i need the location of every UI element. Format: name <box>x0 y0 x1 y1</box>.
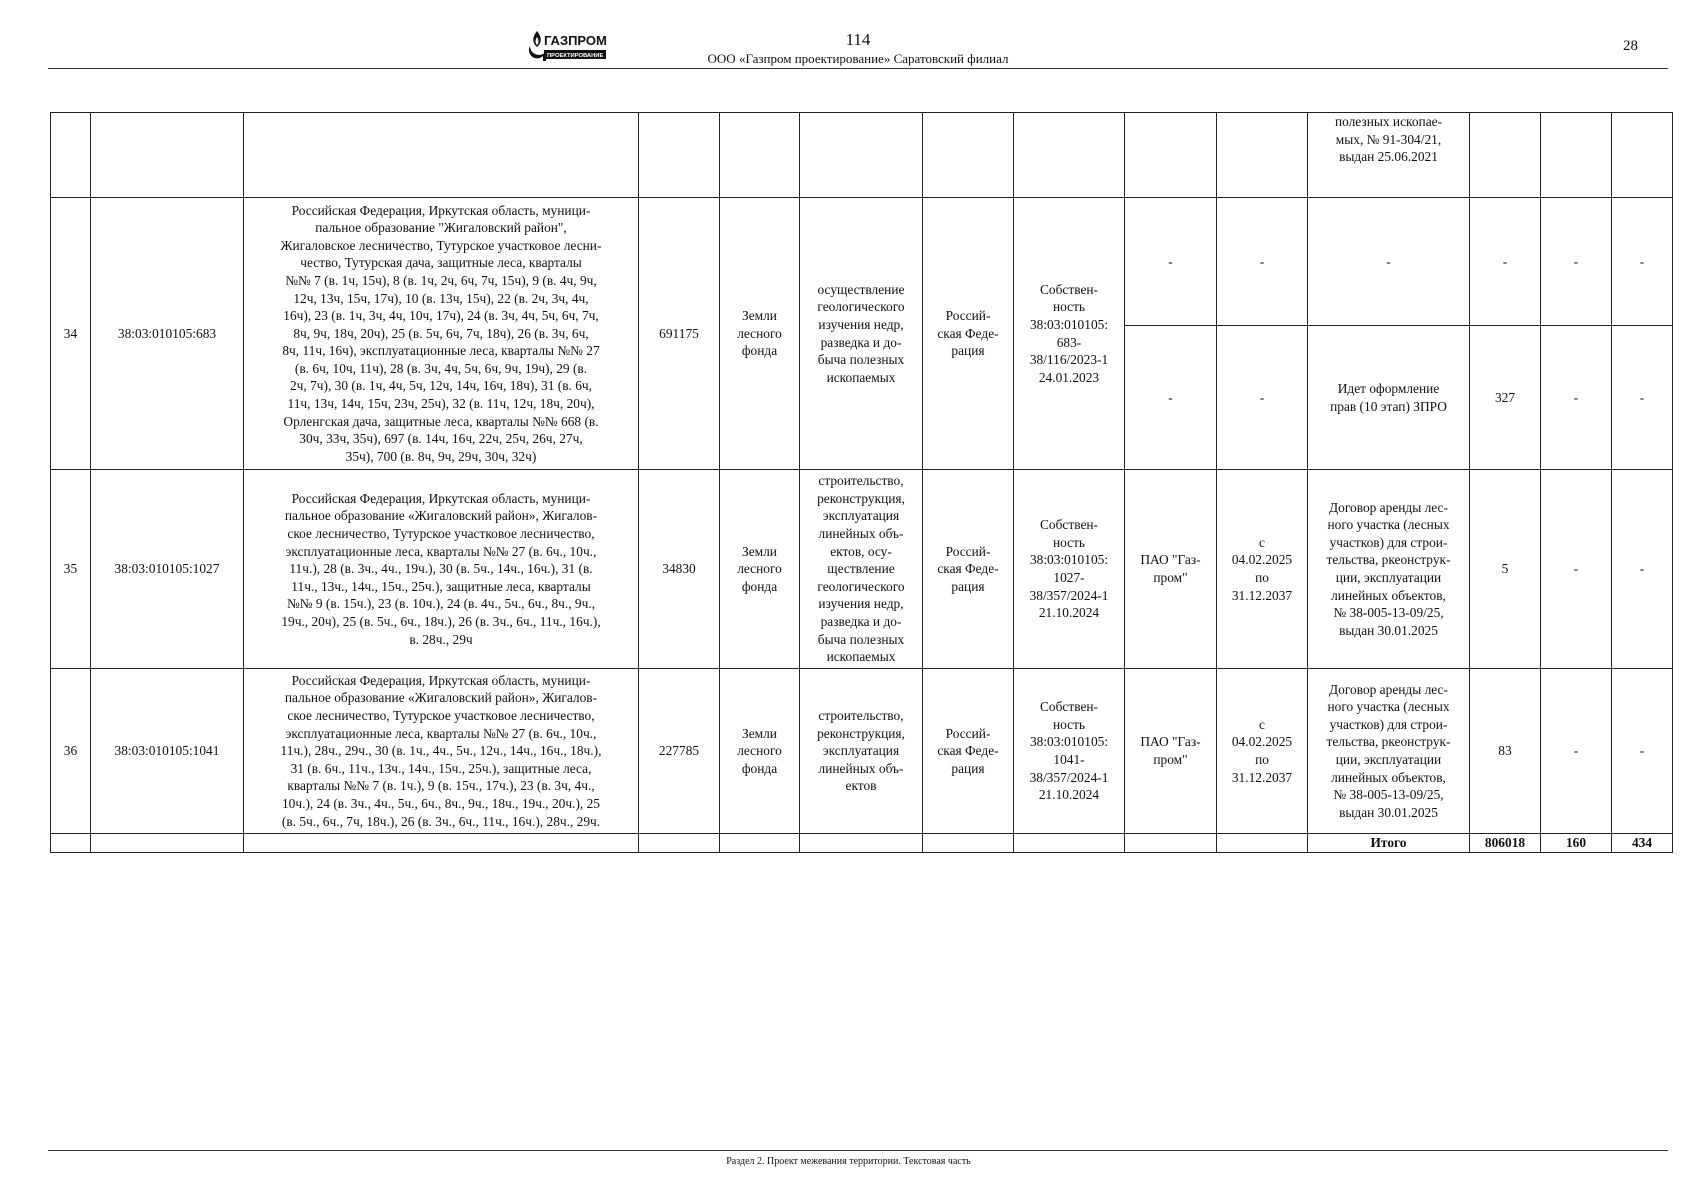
row-number: 34 <box>51 198 91 470</box>
period-cell: с 04.02.2025 по 31.12.2037 <box>1217 669 1308 834</box>
total-value: 434 <box>1612 834 1673 853</box>
area-cell: 34830 <box>639 470 720 669</box>
area-cell: 227785 <box>639 669 720 834</box>
cadastral-number: 38:03:010105:1041 <box>91 669 244 834</box>
table-row <box>51 470 1673 669</box>
right-cell: Собствен- ность 38:03:010105: 1041- 38/357/2024-1 21.10.2024 <box>1014 669 1125 834</box>
table-row <box>51 113 1673 198</box>
address-cell: Российская Федерация, Иркутская область, муници- пальное образование "Жигаловский район", Жигаловское лесничество, Тутурское участковое лесни- чество, Тутурская дача, защитные леса, кварталы №№ 7 (в. 1ч, 15ч), 8 (в. 1ч, 2ч, 6ч, 7ч, 15ч), 9 (в. 4ч, 9ч, 12ч, 13ч, 15ч, 17ч), 10 (в. 13ч, 15ч), 22 (в. 2ч, 3ч, 4ч, 16ч), 23 (в. 1ч, 3ч, 4ч, 10ч, 17ч), 24 (в. 3ч, 4ч, 5ч, 6ч, 7ч, 8ч, 9ч, 18ч, 20ч), 25 (в. 5ч, 6ч, 7ч, 18ч), 26 (в. 3ч, 6ч, 8ч, 11ч, 16ч), эксплуатационные леса, кварталы №№ 27 (в. 6ч, 10ч, 11ч), 28 (в. 3ч, 4ч, 5ч, 6ч, 9ч, 19ч), 29 (в. 2ч, 7ч), 30 (в. 1ч, 4ч, 5ч, 12ч, 14ч, 16ч, 18ч), 31 (в. 6ч, 11ч, 13ч, 14ч, 15ч, 23ч, 25ч), 32 (в. 11ч, 12ч, 18ч, 20ч), Орленгская дача, защитные леса, кварталы №№ 668 (в. 30ч, 33ч, 35ч), 697 (в. 14ч, 16ч, 22ч, 25ч, 26ч, 27ч, 35ч), 700 (в. 8ч, 9ч, 29ч, 30ч, 32ч) <box>244 198 639 470</box>
cadastral-number: 38:03:010105:1027 <box>91 470 244 669</box>
table-row <box>51 669 1673 834</box>
row-number: 35 <box>51 470 91 669</box>
address-cell: Российская Федерация, Иркутская область, муници- пальное образование «Жигаловский район», Жигалов- ское лесничество, Тутурское участковое лесничество, эксплуатационные леса, кварталы №№ 27 (в. 6ч., 10ч., 11ч.), 28ч., 29ч., 30 (в. 1ч., 4ч., 5ч., 12ч., 14ч., 16ч., 18ч.), 31 (в. 6ч., 11ч., 13ч., 14ч., 15ч., 25ч.), защитные леса, кварталы №№ 7 (в. 1ч.), 9 (в. 15ч., 17ч.), 23 (в. 3ч, 4ч., 10ч.), 24 (в. 3ч., 4ч., 5ч., 6ч., 8ч., 9ч., 18ч., 19ч., 20ч.), 25 (в. 5ч., 6ч., 7ч, 18ч.), 26 (в. 3ч., 6ч., 11ч., 16ч.), 28ч., 29ч. <box>244 669 639 834</box>
page-number-right: 28 <box>1623 38 1638 54</box>
permit-cell: Договор аренды лес- ного участка (лесных участков) для строи- тельства, ркеонструк- ции, эксплуатации линейных объектов, № 38-005-13-09/25, выдан 30.01.2025 <box>1308 470 1470 669</box>
value-cell: - <box>1541 669 1612 834</box>
value-cell: 83 <box>1470 669 1541 834</box>
value-cell: 327 <box>1470 326 1541 470</box>
company-name: ООО «Газпром проектирование» Саратовский филиал <box>707 51 1009 66</box>
footer-rule <box>48 1150 1668 1151</box>
permit-cell: Идет оформление прав (10 этап) ЗПРО <box>1308 326 1470 470</box>
total-value: 806018 <box>1470 834 1541 853</box>
value-cell: - <box>1612 470 1673 669</box>
right-cell: Собствен- ность 38:03:010105: 683- 38/116/2023-1 24.01.2023 <box>1014 198 1125 470</box>
area-cell: 691175 <box>639 198 720 470</box>
cadastral-number: 38:03:010105:683 <box>91 198 244 470</box>
category-cell: Земли лесного фонда <box>720 669 800 834</box>
value-cell: - <box>1612 326 1673 470</box>
holder-cell: ПАО "Газ- пром" <box>1125 470 1217 669</box>
value-cell: - <box>1612 669 1673 834</box>
footer-text: Раздел 2. Проект межевания территории. Текстовая часть <box>726 1156 971 1167</box>
use-cell: строительство, реконструкция, эксплуатация линейных объ- ектов, осу- ществление геологического изучения недр, разведка и до- быча полезных ископаемых <box>800 470 923 669</box>
total-label: Итого <box>1308 834 1470 853</box>
page-number-center: 114 <box>845 30 871 49</box>
period-cell: - <box>1217 198 1308 326</box>
value-cell: - <box>1541 326 1612 470</box>
owner-cell: Россий- ская Феде- рация <box>923 470 1014 669</box>
holder-cell: - <box>1125 326 1217 470</box>
use-cell: строительство, реконструкция, эксплуатация линейных объ- ектов <box>800 669 923 834</box>
owner-cell: Россий- ская Феде- рация <box>923 669 1014 834</box>
permit-cell: полезных ископае- мых, № 91-304/21, выдан 25.06.2021 <box>1308 113 1470 198</box>
row-number: 36 <box>51 669 91 834</box>
value-cell: - <box>1612 198 1673 326</box>
logo-text: ГАЗПРОМ <box>544 33 607 48</box>
holder-cell: ПАО "Газ- пром" <box>1125 669 1217 834</box>
category-cell: Земли лесного фонда <box>720 198 800 470</box>
table-row <box>51 198 1673 326</box>
owner-cell: Россий- ская Феде- рация <box>923 198 1014 470</box>
address-cell: Российская Федерация, Иркутская область, муници- пальное образование «Жигаловский район», Жигалов- ское лесничество, Тутурское участковое лесничество, эксплуатационные леса, кварталы №№ 27 (в. 6ч., 10ч., 11ч.), 28 (в. 3ч., 4ч., 19ч.), 30 (в. 5ч., 14ч., 16ч.), 31 (в. 11ч., 13ч., 14ч., 15ч., 25ч.), защитные леса, кварталы №№ 9 (в. 15ч.), 23 (в. 10ч.), 24 (в. 4ч., 5ч., 6ч., 8ч., 9ч., 19ч., 20ч), 25 (в. 5ч., 6ч., 18ч.), 26 (в. 3ч., 6ч., 11ч., 16ч.), в. 28ч., 29ч <box>244 470 639 669</box>
logo-subtext: ПРОЕКТИРОВАНИЕ <box>547 53 604 59</box>
total-value: 160 <box>1541 834 1612 853</box>
permit-cell: - <box>1308 198 1470 326</box>
value-cell: - <box>1541 470 1612 669</box>
page-header <box>48 24 1668 69</box>
permit-cell: Договор аренды лес- ного участка (лесных участков) для строи- тельства, ркеонструк- ции, эксплуатации линейных объектов, № 38-005-13-09/25, выдан 30.01.2025 <box>1308 669 1470 834</box>
value-cell: - <box>1541 198 1612 326</box>
category-cell: Земли лесного фонда <box>720 470 800 669</box>
total-row <box>51 834 1673 853</box>
right-cell: Собствен- ность 38:03:010105: 1027- 38/357/2024-1 21.10.2024 <box>1014 470 1125 669</box>
use-cell: осуществление геологического изучения недр, разведка и до- быча полезных ископаемых <box>800 198 923 470</box>
land-plots-table <box>50 112 1673 853</box>
holder-cell: - <box>1125 198 1217 326</box>
period-cell: с 04.02.2025 по 31.12.2037 <box>1217 470 1308 669</box>
value-cell: 5 <box>1470 470 1541 669</box>
period-cell: - <box>1217 326 1308 470</box>
value-cell: - <box>1470 198 1541 326</box>
